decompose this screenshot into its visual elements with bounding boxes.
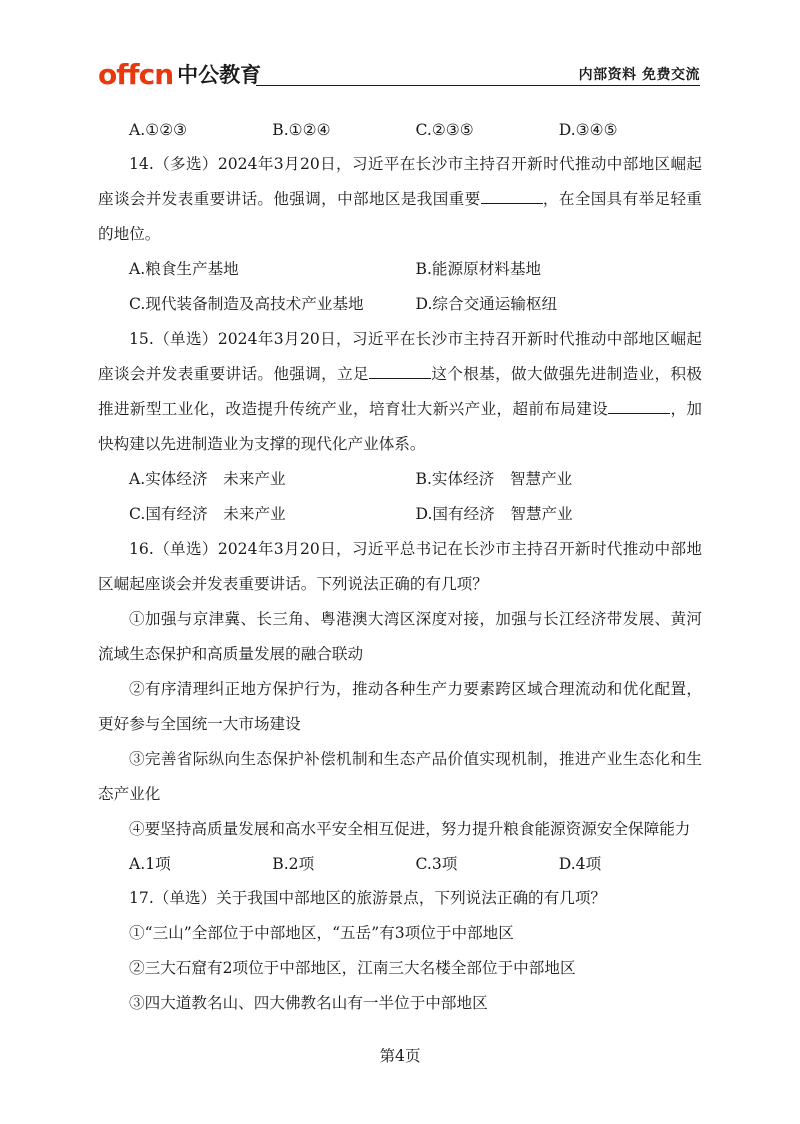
q16-option-c: C.3项: [415, 855, 458, 873]
q14-option-c: C.现代装备制造及高技术产业基地: [129, 295, 364, 313]
q13-option-b: B.①②④: [272, 121, 331, 139]
q16-option-d: D.4项: [558, 855, 602, 873]
q15-option-c: C.国有经济 未来产业: [129, 505, 286, 523]
header-rule: [256, 85, 700, 86]
q16-option-a: A.1项: [129, 855, 171, 873]
q14-option-a: A.粮食生产基地: [129, 260, 239, 278]
header-note: 内部资料 免费交流: [578, 67, 700, 83]
q17-statement-2: ②三大石窟有2项位于中部地区，江南三大名楼全部位于中部地区: [129, 959, 576, 977]
logo-chinese-text: 中公教育: [177, 63, 262, 87]
q14-text-after: ，在全国具有举足轻重的地位。: [98, 190, 702, 243]
q17-stem: 17.（单选）关于我国中部地区的旅游景点，下列说法正确的有几项？: [129, 889, 607, 907]
q16-stem: 16.（单选）2024年3月20日，习近平总书记在长沙市主持召开新时代推动中部地区崛起座谈会并发表重要讲话。下列说法正确的有几项？: [98, 540, 702, 593]
q15-options-row-2: [98, 497, 702, 532]
q14-stem: [98, 147, 702, 252]
q13-option-d: D.③④⑤: [558, 121, 618, 139]
q15-blank-1: [369, 364, 431, 379]
q16-statement-2: ②有序清理纠正地方保护行为，推动各种生产力要素跨区域合理流动和优化配置，更好参与全国统一大市场建设: [98, 680, 702, 733]
q15-option-b: B.实体经济 智慧产业: [415, 470, 573, 488]
q16-options: [98, 847, 702, 881]
q13-option-a: A.①②③: [129, 121, 188, 139]
document-body: [98, 113, 702, 1021]
q15-option-d: D.国有经济 智慧产业: [415, 505, 573, 523]
q14-text-before: 14.（多选）2024年3月20日，习近平在长沙市主持召开新时代推动中部地区崛起座谈会并发表重要讲话。他强调，中部地区是我国重要: [98, 155, 702, 208]
offcn-logo: [98, 56, 261, 90]
page-number: 第4页: [379, 1047, 421, 1065]
q16-statement-4: ④要坚持高质量发展和高水平安全相互促进，努力提升粮食能源资源安全保障能力: [129, 820, 691, 838]
q15-text-3: ，加快构建以先进制造业为支撑的现代化产业体系。: [98, 400, 702, 453]
q14-option-b: B.能源原材料基地: [415, 260, 542, 278]
q14-option-d: D.综合交通运输枢纽: [415, 295, 558, 313]
q15-option-a: A.实体经济 未来产业: [129, 470, 286, 488]
q15-stem: [98, 322, 702, 462]
q14-options-row-2: [98, 287, 702, 322]
q16-option-b: B.2项: [272, 855, 315, 873]
q16-statement-3: ③完善省际纵向生态保护补偿机制和生态产品价值实现机制，推进产业生态化和生态产业化: [98, 750, 702, 803]
q14-blank: [481, 189, 543, 204]
q15-options-row-1: [98, 462, 702, 497]
q13-option-c: C.②③⑤: [415, 121, 474, 139]
q17-statement-3: ③四大道教名山、四大佛教名山有一半位于中部地区: [129, 994, 488, 1012]
page-header: [98, 56, 700, 90]
q16-statement-1: ①加强与京津冀、长三角、粤港澳大湾区深度对接，加强与长江经济带发展、黄河流域生态保护和高质量发展的融合联动: [98, 610, 702, 663]
q15-blank-2: [608, 399, 670, 414]
q13-options: [98, 113, 702, 147]
q14-options-row-1: [98, 252, 702, 287]
logo-latin-text: offcn: [98, 58, 174, 91]
q17-statement-1: ①“三山”全部位于中部地区，“五岳”有3项位于中部地区: [129, 924, 514, 942]
q15-text-2: 这个根基，做大做强先进制造业，积极推进新型工业化，改造提升传统产业，培育壮大新兴产业，超前布局建设: [98, 365, 702, 418]
q15-text-1: 15.（单选）2024年3月20日，习近平在长沙市主持召开新时代推动中部地区崛起座谈会并发表重要讲话。他强调，立足: [98, 330, 702, 383]
